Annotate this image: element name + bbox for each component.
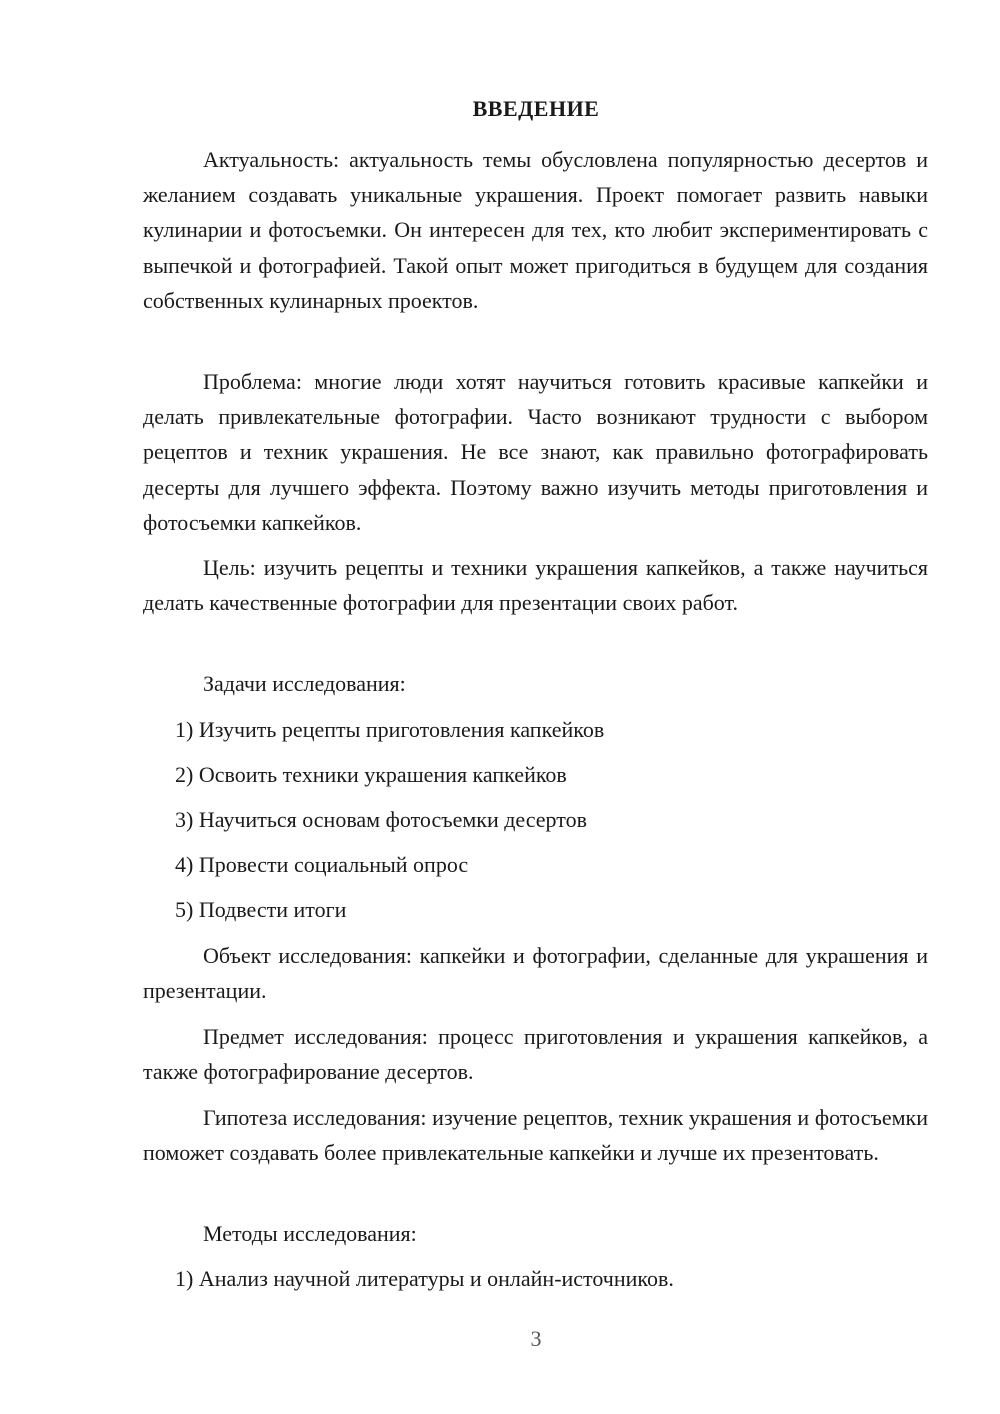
paragraph-goal: Цель: изучить рецепты и техники украшения капкейков, а также научиться делать качественные фотографии для презентации своих работ. <box>143 555 928 616</box>
method-item: 1) Анализ научной литературы и онлайн-источников. <box>175 1266 674 1291</box>
tasks-title: Задачи исследования: <box>203 671 406 696</box>
task-item: 4) Провести социальный опрос <box>175 852 469 877</box>
paragraph-relevance: Актуальность: актуальность темы обусловлена популярностью десертов и желанием создавать уникальные украшения. Проект помогает развить навыки кулинарии и фотосъемки. Он интересен для тех, кто любит экспериментировать с выпечкой и фотографией. Такой опыт может пригодиться в будущем для создания собственных кулинарных проектов. <box>143 147 928 313</box>
page-number: 3 <box>530 1326 542 1351</box>
task-item: 1) Изучить рецепты приготовления капкейков <box>175 717 605 742</box>
paragraph-problem: Проблема: многие люди хотят научиться готовить красивые капкейки и делать привлекательные фотографии. Часто возникают трудности с выбором рецептов и техник украшения. Не все знают, как правильно фотографировать десерты для лучшего эффекта. Поэтому важно изучить методы приготовления и фотосъемки капкейков. <box>143 369 928 535</box>
paragraph-object: Объект исследования: капкейки и фотографии, сделанные для украшения и презентации. <box>143 943 928 1004</box>
task-item: 5) Подвести итоги <box>175 897 347 922</box>
methods-title: Методы исследования: <box>203 1221 417 1246</box>
paragraph-subject: Предмет исследования: процесс приготовления и украшения капкейков, а также фотографирование десертов. <box>143 1024 928 1085</box>
paragraph-hypothesis: Гипотеза исследования: изучение рецептов, техник украшения и фотосъемки поможет создавать более привлекательные капкейки и лучше их презентовать. <box>143 1105 928 1166</box>
section-heading: ВВЕДЕНИЕ <box>472 96 600 121</box>
task-item: 2) Освоить техники украшения капкейков <box>175 762 567 787</box>
task-item: 3) Научиться основам фотосъемки десертов <box>175 807 587 832</box>
